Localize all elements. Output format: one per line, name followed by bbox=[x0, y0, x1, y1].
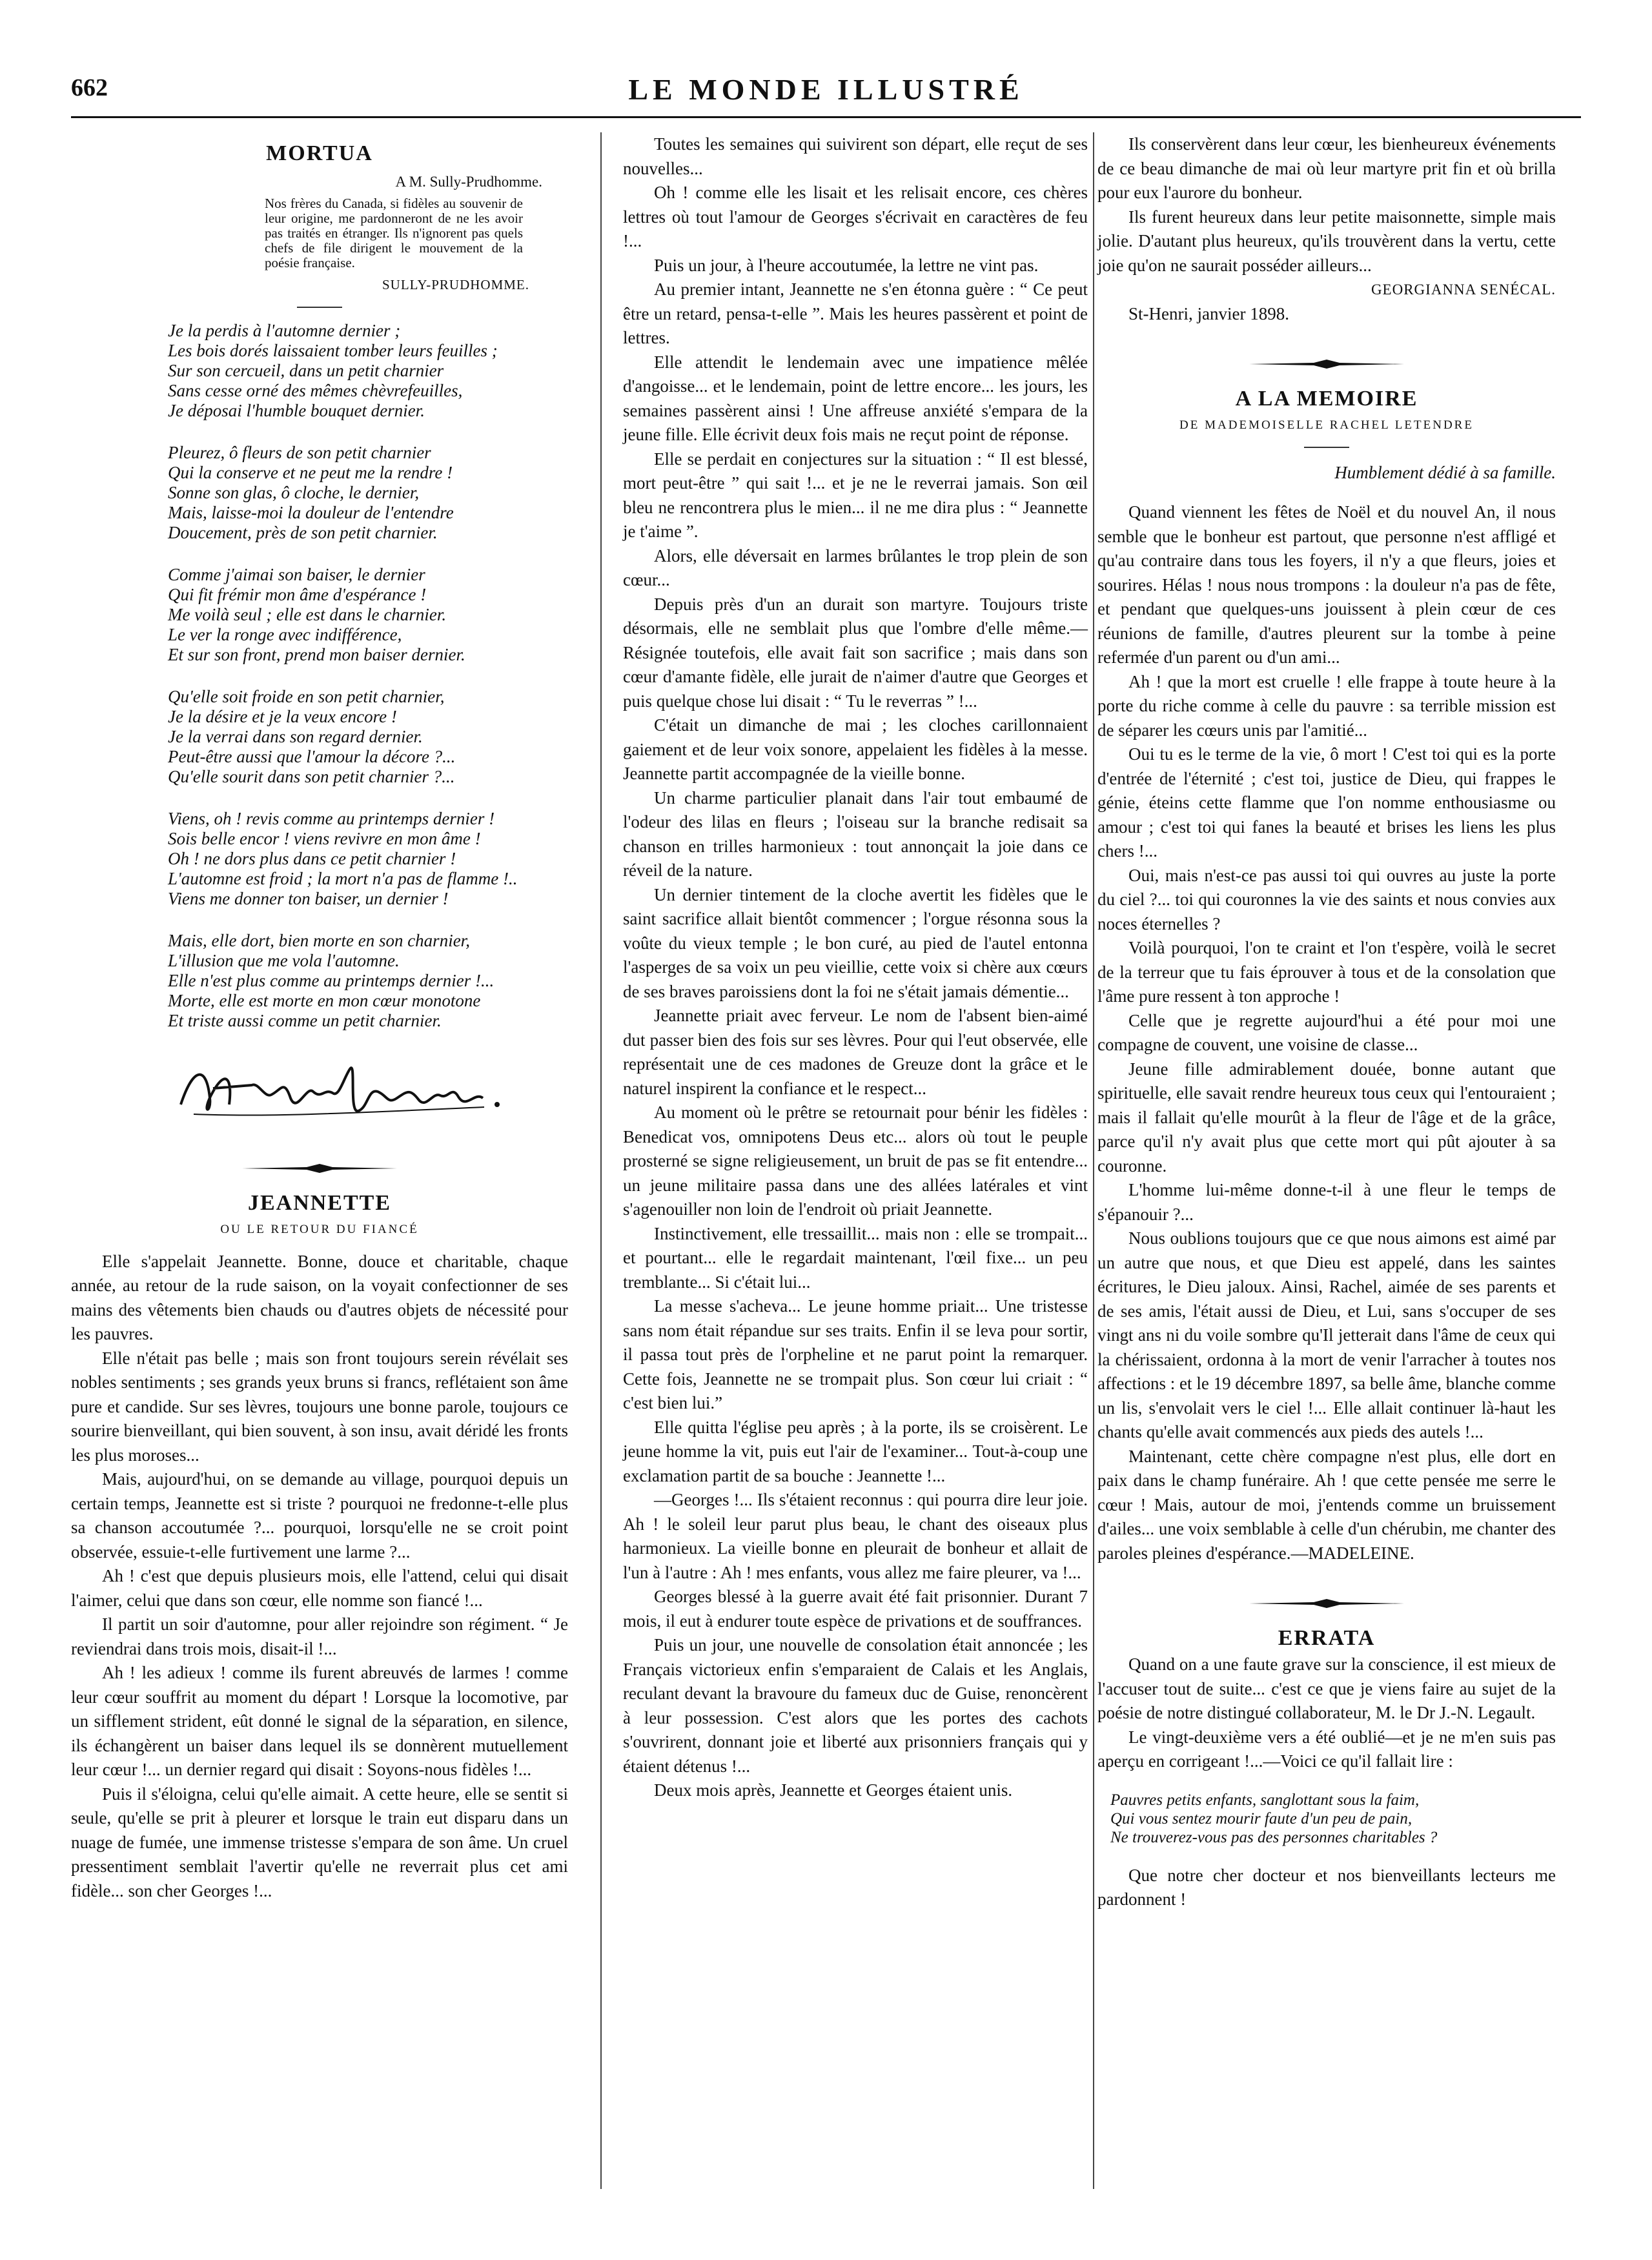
paragraph: Ah ! c'est que depuis plusieurs mois, elle l'attend, celui qui disait l'aimer, celui que dans son cœur, elle nomme son fiancé !... bbox=[71, 1566, 568, 1610]
poem-line: Oh ! ne dors plus dans ce petit charnier ! bbox=[168, 848, 456, 868]
paragraph: Elle s'appelait Jeannette. Bonne, douce et charitable, chaque année, au retour de la rude saison, on la voyait confectionner de ses mains des vêtements bien chauds ou d'autres objets de nécessité pour les pauvres. bbox=[71, 1251, 568, 1343]
poem-stanza bbox=[168, 565, 568, 665]
divider-rule bbox=[1304, 447, 1349, 448]
paragraph: Nous oublions toujours que ce que nous aimons est aimé par un autre que nous, et que Dieu est appelé, dans les saintes écritures, le Dieu jaloux. Ainsi, Rachel, aimée de ses parents et de ses amis, l'était aussi de Dieu, et Lui, sans s'occuper de ses vingt ans ni du voile sombre qu'Il jetterait dans l'âme de ceux qui la chérissaient, ordonna à la mort de venir l'arracher à toutes nos affections : et le 19 décembre 1897, sa belle âme, blanche comme un lis, s'envolait vers le ciel !... Elle allait continuer là-haut les chants qu'elle avait commencés aux pieds des autels !... bbox=[1097, 1228, 1556, 1441]
masthead: LE MONDE ILLUSTRÉ bbox=[628, 73, 1024, 106]
poem-line: Le ver la ronge avec indifférence, bbox=[168, 624, 402, 644]
jeannette-signature: GEORGIANNA SENÉCAL. bbox=[1371, 281, 1556, 298]
poem-line: L'automne est froid ; la mort n'a pas de flamme !.. bbox=[168, 868, 518, 888]
poem-line: Et sur son front, prend mon baiser dernier. bbox=[168, 644, 465, 664]
column-divider bbox=[1093, 132, 1094, 2189]
paragraph: Puis un jour, à l'heure accoutumée, la lettre ne vint pas. bbox=[654, 255, 1039, 275]
mortua-title: MORTUA bbox=[266, 141, 373, 165]
ornament-divider bbox=[1097, 352, 1556, 376]
poem-line: Pleurez, ô fleurs de son petit charnier bbox=[168, 442, 431, 462]
column-3 bbox=[1097, 132, 1556, 1912]
poem-line: Morte, elle est morte en mon cœur monotone bbox=[168, 990, 481, 1010]
paragraph: Oui tu es le terme de la vie, ô mort ! C'est toi qui es la porte d'entrée de l'éternité ; c'est toi, justice de Dieu, qui frappes le génie, éteins cette flamme que l'on nomme enthousiasme ou amour ; c'est toi qui fanes la beauté et brises les liens les plus chers !... bbox=[1097, 744, 1556, 860]
paragraph: Quand viennent les fêtes de Noël et du nouvel An, il nous semble que le bonheur est partout, que personne n'est affligé et qu'au contraire dans tous les foyers, il n'y a que fleurs, joies et sourires. Hélas ! nous nous trompons : la douleur n'a pas de fête, et pendant que quelques-uns jouissent à plein cœur de ces réunions de famille, d'autres pleurent sur la tombe à peine refermée d'un parent ou d'un ami... bbox=[1097, 502, 1556, 667]
paragraph: L'homme lui-même donne-t-il à une fleur le temps de s'épanouir ?... bbox=[1097, 1180, 1556, 1224]
poem-line: Sans cesse orné des mêmes chèvrefeuilles, bbox=[168, 380, 463, 400]
verse-line: Qui vous sentez mourir faute d'un peu de pain, bbox=[1110, 1809, 1412, 1827]
jeannette-text-part-1 bbox=[71, 1250, 568, 1904]
paragraph: Un dernier tintement de la cloche avertit les fidèles que le saint sacrifice allait bientôt commencer ; l'orgue résonna sous la voûte du vieux temple ; le bon curé, au pied de l'autel entonna l'asperges de sa voix un peu vieillie, cette voix si chère aux cœurs de ses braves paroissiens dont la foi ne s'était jamais démentie... bbox=[623, 884, 1088, 1001]
errata-text bbox=[1097, 1653, 1556, 1774]
paragraph: Elle n'était pas belle ; mais son front toujours serein révélait ses nobles sentiments ; ses grands yeux bruns si francs, reflétaient son âme pure et candide. Sur ses lèvres, toujours une bonne parole, toujours ce sourire bienveillant, qui bien souvent, à son insu, avait déridé les fronts les plus moroses... bbox=[71, 1348, 568, 1465]
paragraph: Un charme particulier planait dans l'air tout embaumé de l'odeur des lilas en fleurs ; l'oiseau sur la branche redisait sa chanson en trilles harmonieux : tout annonçait la joie dans ce réveil de la nature. bbox=[623, 788, 1088, 880]
paragraph: Il partit un soir d'automne, pour aller rejoindre son régiment. “ Je reviendrai dans trois mois, disait-il !... bbox=[71, 1614, 568, 1658]
paragraph: Deux mois après, Jeannette et Georges étaient unis. bbox=[654, 1780, 1013, 1800]
poem-line: Qui fit frémir mon âme d'espérance ! bbox=[168, 584, 427, 604]
paragraph: Elle quitta l'église peu après ; à la porte, ils se croisèrent. Le jeune homme la vit, puis eut l'air de l'examiner... Tout-à-coup une exclamation partit de sa bouche : Jeannette !... bbox=[623, 1417, 1088, 1485]
poem-line: Sonne son glas, ô cloche, le dernier, bbox=[168, 482, 420, 502]
paragraph: Puis il s'éloigna, celui qu'elle aimait. A cette heure, elle se sentit si seule, qu'elle se prit à pleurer et lorsque le train eut disparu dans un nuage de fumée, une immense tristesse s'empara de son âme. Un cruel pressentiment semblait l'avertir qu'elle ne reverrait plus cet ami fidèle... son cher Georges !... bbox=[71, 1784, 568, 1900]
paragraph: Ah ! que la mort est cruelle ! elle frappe à toute heure à la porte du riche comme à celle du pauvre : sa terrible mission est de séparer les cœurs unis par l'amitié... bbox=[1097, 671, 1556, 740]
poem-line: Mais, laisse-moi la douleur de l'entendre bbox=[168, 502, 454, 522]
memoire-title: A LA MEMOIRE bbox=[1235, 386, 1418, 411]
paragraph: Ils conservèrent dans leur cœur, les bienheureux événements de ce beau dimanche de mai où leur martyre prit fin et où brilla pour eux l'aurore du bonheur. bbox=[1097, 134, 1556, 202]
poem-line: Mais, elle dort, bien morte en son charnier, bbox=[168, 930, 470, 950]
paragraph: Voilà pourquoi, l'on te craint et l'on t'espère, voilà le secret de la terreur que tu fais éprouver à tous et de la consolation que l'âme pure ressent à ton approche ! bbox=[1097, 938, 1556, 1006]
paragraph: Jeune fille admirablement douée, bonne autant que spirituelle, elle savait rendre heureux tous ceux qui l'entouraient ; mais il fallait qu'elle mourût à la fleur de l'âge et de la grâce, parce qu'il n'y avait plus que cette mort qui pût ajouter à sa couronne. bbox=[1097, 1059, 1556, 1176]
paragraph: Depuis près d'un an durait son martyre. Toujours triste désormais, elle ne semblait plus que l'ombre d'elle même.—Résignée toutefois, elle avait fait son sacrifice ; mais dans son cœur d'amante fidèle, elle jurait de n'aimer d'autre que Georges et puis quelque chose lui disait : “ Tu le reverras ” !... bbox=[623, 594, 1088, 711]
jeannette-subtitle: OU LE RETOUR DU FIANCÉ bbox=[220, 1223, 419, 1236]
paragraph: Elle se perdait en conjectures sur la situation : “ Il est blessé, mort peut-être ” qui sait !... et je ne le reverrai jamais. Son œil bleu ne rencontrera plus le mien... il ne me dira plus : “ Jeannette je t'aime ”. bbox=[623, 449, 1088, 541]
jeannette-text-part-3 bbox=[1097, 132, 1556, 278]
column-divider bbox=[600, 132, 602, 2189]
paragraph: Maintenant, cette chère compagne n'est plus, elle dort en paix dans le champ funéraire. Ah ! que cette pensée me serre le cœur ! Mais, autour de moi, j'entends comme un bruissement d'ailes... une voix semblable à celle d'un chérubin, me chanter des paroles pleines d'espérance.—MADELEINE. bbox=[1097, 1446, 1556, 1563]
paragraph: Alors, elle déversait en larmes brûlantes le trop plein de son cœur... bbox=[623, 545, 1088, 589]
paragraph: Celle que je regrette aujourd'hui a été pour moi une compagne de couvent, une voisine de classe... bbox=[1097, 1010, 1556, 1054]
poem-line: L'illusion que me vola l'automne. bbox=[168, 950, 400, 970]
poem-line: Je la désire et je la veux encore ! bbox=[168, 706, 397, 726]
verse-line: Ne trouverez-vous pas des personnes charitables ? bbox=[1110, 1828, 1438, 1846]
poem-line: Je déposai l'humble bouquet dernier. bbox=[168, 400, 425, 420]
paragraph: Le vingt-deuxième vers a été oublié—et je ne m'en suis pas aperçu en corrigeant !...—Voici ce qu'il fallait lire : bbox=[1097, 1727, 1556, 1771]
paragraph: Georges blessé à la guerre avait été fait prisonnier. Durant 7 mois, il eut à endurer toute espèce de privations et de souffrances. bbox=[623, 1587, 1088, 1631]
poem-stanza bbox=[168, 321, 568, 421]
paragraph: Ils furent heureux dans leur petite maisonnette, simple mais jolie. D'autant plus heureux, qu'ils trouvèrent dans la vertu, cette joie qu'on ne saurait posséder ailleurs... bbox=[1097, 207, 1556, 275]
poem-line: Me voilà seul ; elle est dans le charnier. bbox=[168, 604, 447, 624]
paragraph: C'était un dimanche de mai ; les cloches carillonnaient gaiement et de leur voix sonore, appelaient les fidèles à la messe. Jeannette partit accompagnée de la vieille bonne. bbox=[623, 715, 1088, 783]
memoire-text bbox=[1097, 500, 1556, 1565]
paragraph: Elle attendit le lendemain avec une impatience mêlée d'angoisse... et le lendemain, point de lettre encore... les jours, les semaines passèrent ainsi ! Une affreuse anxiété s'empara de la jeune fille. Elle écrivit deux fois mais ne reçut point de réponse. bbox=[623, 352, 1088, 444]
paragraph: Au premier intant, Jeannette ne s'en étonna guère : “ Ce peut être un retard, pensa-t-elle ”. Mais les heures passèrent et point de lettres. bbox=[623, 280, 1088, 347]
mortua-dedication: A M. Sully-Prudhomme. bbox=[395, 173, 542, 190]
mortua-poem bbox=[71, 321, 568, 1031]
paragraph: Instinctivement, elle tressaillit... mais non : elle se trompait... et pourtant... elle le regardait maintenant, l'œil fixe... un peu tremblante... Si c'était lui... bbox=[623, 1223, 1088, 1292]
epigraph-signature: SULLY-PRUDHOMME. bbox=[382, 277, 529, 292]
poem-stanza bbox=[168, 687, 568, 787]
poem-line: Elle n'est plus comme au printemps dernier !... bbox=[168, 970, 495, 990]
paragraph: Quand on a une faute grave sur la conscience, il est mieux de l'accuser tout de suite... c'est ce que je viens faire au sujet de la poésie de notre distingué collaborateur, M. le Dr J.-N. Legault. bbox=[1097, 1654, 1556, 1722]
poem-line: Et triste aussi comme un petit charnier. bbox=[168, 1010, 442, 1030]
poem-line: Qui la conserve et ne peut me la rendre ! bbox=[168, 462, 453, 482]
jeannette-title: JEANNETTE bbox=[247, 1190, 392, 1215]
page-number: 662 bbox=[71, 74, 108, 101]
errata-title: ERRATA bbox=[1278, 1625, 1376, 1650]
paragraph: Oui, mais n'est-ce pas aussi toi qui ouvres au juste la porte du ciel ?... toi qui couronnes la vie des saints et nous convies aux noces éternelles ? bbox=[1097, 865, 1556, 933]
poem-line: Comme j'aimai son baiser, le dernier bbox=[168, 564, 425, 584]
poem-stanza bbox=[168, 443, 568, 543]
mortua-epigraph: Nos frères du Canada, si fidèles au souvenir de leur origine, me pardonneront de ne les avoir pas traités en étranger. Ils n'ignorent pas quels chefs de file dirigent le mouvement de la poésie française. bbox=[265, 196, 523, 270]
paragraph: Oh ! comme elle les lisait et les relisait encore, ces chères lettres où tout l'amour de Georges s'écrivait en caractères de feu !... bbox=[623, 183, 1088, 250]
page-header bbox=[71, 71, 1581, 118]
errata-verse bbox=[1110, 1791, 1556, 1847]
column-1 bbox=[71, 132, 568, 1903]
column-2 bbox=[623, 132, 1088, 1803]
poem-line: Qu'elle soit froide en son petit charnier, bbox=[168, 686, 445, 706]
poem-line: Je la verrai dans son regard dernier. bbox=[168, 726, 423, 746]
divider-rule bbox=[297, 307, 342, 308]
poem-line: Sois belle encor ! viens revivre en mon âme ! bbox=[168, 828, 481, 848]
errata-closing: Que notre cher docteur et nos bienveillants lecteurs me pardonnent ! bbox=[1097, 1865, 1556, 1909]
poem-line: Doucement, près de son petit charnier. bbox=[168, 522, 438, 542]
paragraph: Toutes les semaines qui suivirent son départ, elle reçut de ses nouvelles... bbox=[623, 134, 1088, 178]
paragraph: Mais, aujourd'hui, on se demande au village, pourquoi depuis un certain temps, Jeannette est si triste ? pourquoi ne fredonne-t-elle plus sa chanson accoutumée ?... pourquoi, lorsqu'elle ne se croit point observée, essuie-t-elle furtivement une larme ?... bbox=[71, 1469, 568, 1562]
jeannette-text-part-2 bbox=[623, 132, 1088, 1803]
paragraph: Jeannette priait avec ferveur. Le nom de l'absent bien-aimé dut passer bien des fois sur ses lèvres. Pour qui l'eut observée, elle représentait une de ces madones de Greuze dont la grâce et le naturel inspirent la confiance et le respect... bbox=[623, 1006, 1088, 1098]
poem-line: Viens me donner ton baiser, un dernier ! bbox=[168, 888, 449, 908]
ornament-divider bbox=[1097, 1591, 1556, 1616]
handwritten-signature bbox=[174, 1053, 568, 1137]
poem-stanza bbox=[168, 809, 568, 909]
paragraph: La messe s'acheva... Le jeune homme priait... Une tristesse sans nom était répandue sur ses traits. Enfin il se leva pour sortir, il passa tout près de l'orpheline et ne parut point la remarquer. Cette fois, Jeannette ne se trompait plus. Son cœur lui criait : “ c'est bien lui.” bbox=[623, 1296, 1088, 1412]
paragraph: Puis un jour, une nouvelle de consolation était annoncée ; les Français victorieux enfin s'emparaient de Calais et les Anglais, reculant devant la bravoure du fameux duc de Guise, renoncèrent à leur possession. C'est alors que les portes des cachots s'ouvrirent, donnant joie et liberté aux prisonniers français qui y étaient détenus !... bbox=[623, 1635, 1088, 1776]
ornament-divider bbox=[71, 1156, 568, 1181]
paragraph: Ah ! les adieux ! comme ils furent abreuvés de larmes ! comme leur cœur souffrit au moment du départ ! Lorsque la locomotive, par un sifflement strident, eût donné le signal de la séparation, en silence, ils échangèrent un baiser dans lequel ils se donnèrent mutuellement leur cœur !... un dernier regard qui disait : Soyons-nous fidèles !... bbox=[71, 1663, 568, 1779]
poem-line: Viens, oh ! revis comme au printemps dernier ! bbox=[168, 808, 495, 828]
verse-line: Pauvres petits enfants, sanglottant sous la faim, bbox=[1110, 1791, 1420, 1809]
poem-line: Sur son cercueil, dans un petit charnier bbox=[168, 360, 444, 380]
poem-line: Les bois dorés laissaient tomber leurs feuilles ; bbox=[168, 340, 498, 360]
poem-line: Je la perdis à l'automne dernier ; bbox=[168, 320, 401, 340]
poem-line: Qu'elle sourit dans son petit charnier ?... bbox=[168, 766, 455, 786]
jeannette-date: St-Henri, janvier 1898. bbox=[1128, 303, 1289, 323]
memoire-dedication: Humblement dédié à sa famille. bbox=[1334, 462, 1556, 482]
poem-stanza bbox=[168, 931, 568, 1031]
paragraph: —Georges !... Ils s'étaient reconnus : qui pourra dire leur joie. Ah ! le soleil leur parut plus beau, le chant des oiseaux plus harmonieux. La vieille bonne en pleurait de bonheur et allait de l'un à l'autre : Ah ! mes enfants, vous allez me faire pleurer, va !... bbox=[623, 1490, 1088, 1582]
memoire-subtitle: DE MADEMOISELLE RACHEL LETENDRE bbox=[1179, 418, 1474, 432]
poem-line: Peut-être aussi que l'amour la décore ?... bbox=[168, 746, 456, 766]
paragraph: Au moment où le prêtre se retournait pour bénir les fidèles : Benedicat vos, omnipotens Deus etc... alors où tout le peuple prosterné se signe religieusement, un bruit de pas se fit entendre... un jeune militaire passa dans une des allées latérales et vint s'agenouiller non loin de l'endroit où priait Jeannette. bbox=[623, 1103, 1088, 1219]
